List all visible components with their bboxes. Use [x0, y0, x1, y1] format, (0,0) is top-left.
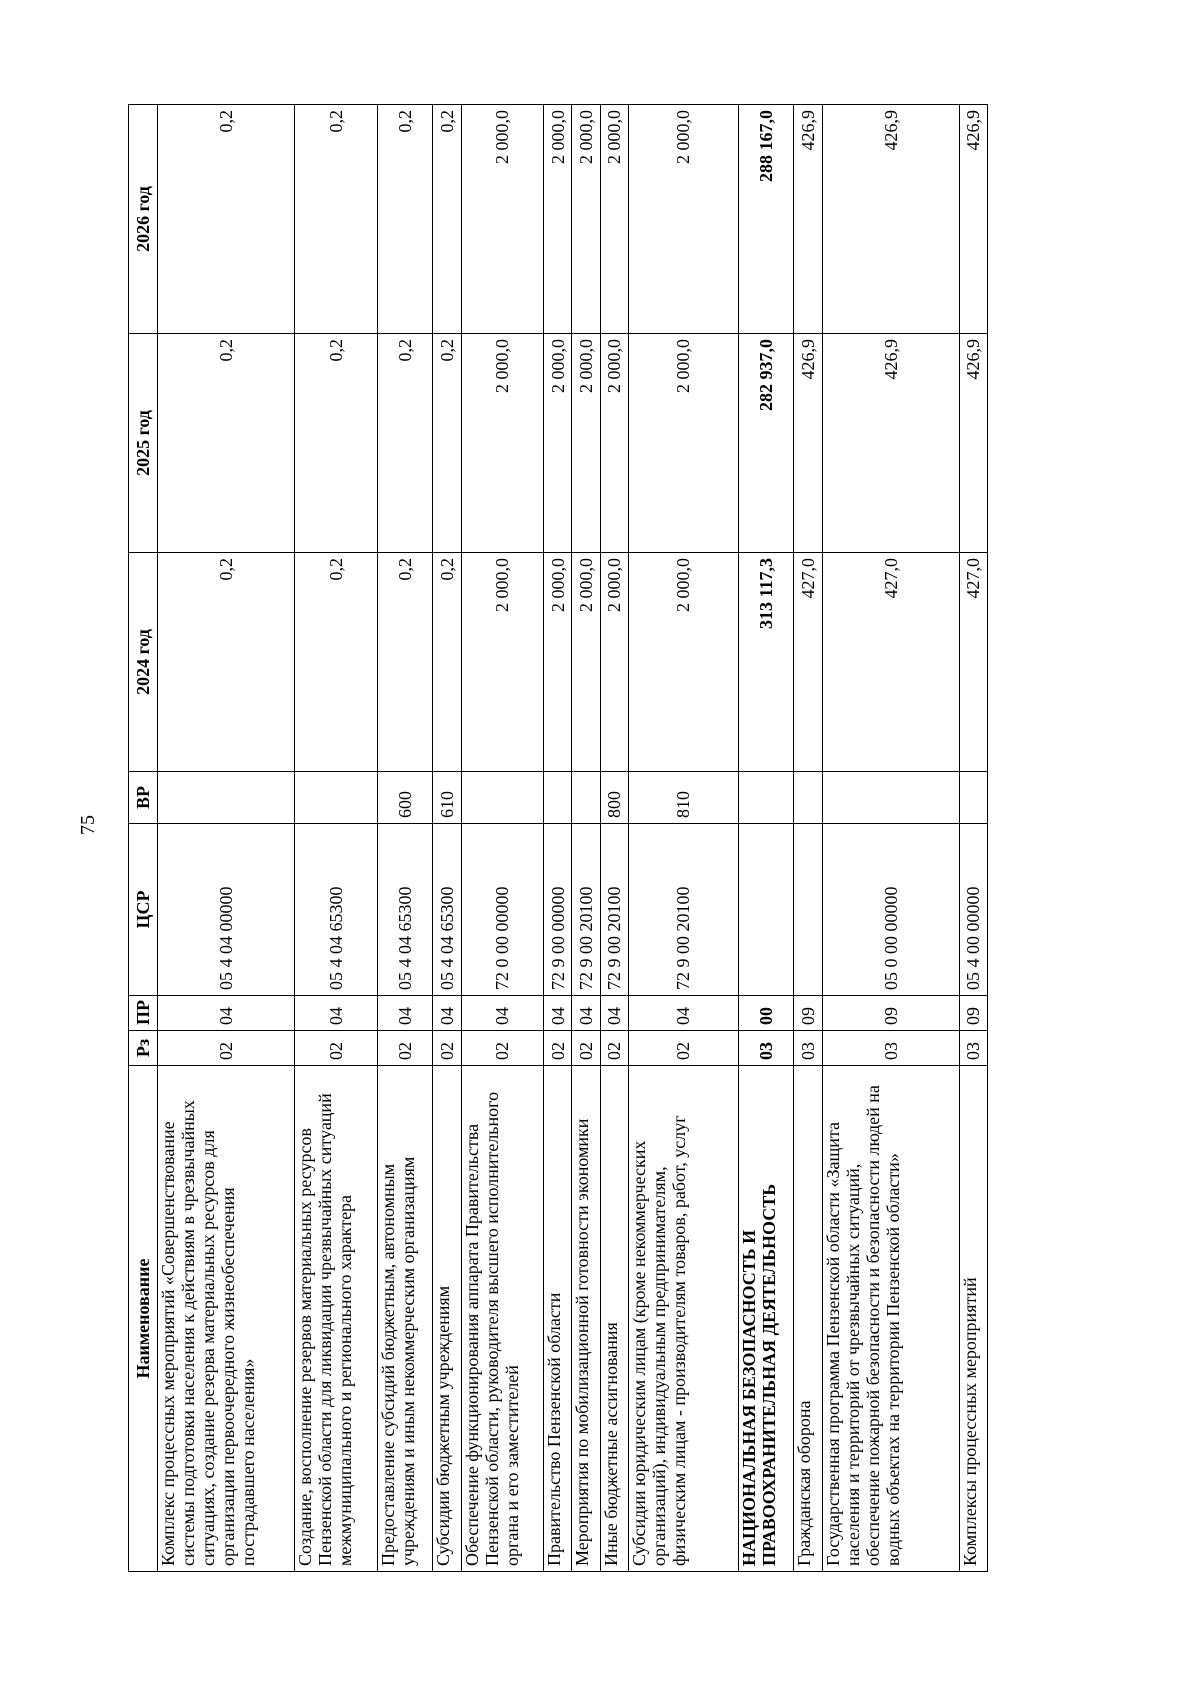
header-name: Наименование [129, 1066, 158, 1572]
cell-csr [738, 824, 793, 996]
cell-2026: 0,2 [295, 105, 378, 334]
cell-pr: 04 [433, 996, 461, 1031]
cell-pr: 04 [544, 996, 572, 1031]
cell-vr: 810 [628, 772, 738, 824]
table-row [822, 105, 959, 1572]
cell-csr: 72 9 00 20100 [600, 824, 628, 996]
cell-name: Иные бюджетные ассигнования [600, 1066, 628, 1572]
cell-2026: 288 167,0 [738, 105, 793, 334]
cell-2025: 2 000,0 [628, 334, 738, 553]
cell-2024: 0,2 [295, 553, 378, 772]
header-rz: Рз [129, 1031, 158, 1066]
cell-csr: 72 9 00 00000 [544, 824, 572, 996]
table-row [572, 105, 600, 1572]
cell-2025: 426,9 [959, 334, 987, 553]
cell-name: Субсидии юридическим лицам (кроме некоммерческих организаций), индивидуальным предпринимателям, физическим лицам - производителям товаров, работ, услуг [628, 1066, 738, 1572]
cell-vr: 610 [433, 772, 461, 824]
cell-2025: 2 000,0 [461, 334, 544, 553]
cell-2024: 0,2 [158, 553, 295, 772]
rotated-table-container [128, 105, 988, 1572]
cell-2026: 426,9 [959, 105, 987, 334]
cell-2024: 2 000,0 [628, 553, 738, 772]
cell-name: Комплексы процессных мероприятий [959, 1066, 987, 1572]
cell-rz: 02 [572, 1031, 600, 1066]
cell-2025: 282 937,0 [738, 334, 793, 553]
table-row [377, 105, 432, 1572]
header-pr: ПР [129, 996, 158, 1031]
cell-pr: 04 [628, 996, 738, 1031]
cell-2025: 0,2 [433, 334, 461, 553]
cell-csr: 05 4 00 00000 [959, 824, 987, 996]
cell-rz: 02 [433, 1031, 461, 1066]
cell-2024: 427,0 [822, 553, 959, 772]
cell-name: Гражданская оборона [794, 1066, 822, 1572]
table-row [158, 105, 295, 1572]
cell-2025: 0,2 [377, 334, 432, 553]
cell-rz: 02 [158, 1031, 295, 1066]
cell-2024: 313 117,3 [738, 553, 793, 772]
cell-2026: 2 000,0 [544, 105, 572, 334]
cell-vr: 800 [600, 772, 628, 824]
cell-2024: 427,0 [794, 553, 822, 772]
cell-csr: 05 4 04 65300 [377, 824, 432, 996]
cell-pr: 00 [738, 996, 793, 1031]
cell-pr: 04 [600, 996, 628, 1031]
cell-2025: 2 000,0 [544, 334, 572, 553]
table-row [295, 105, 378, 1572]
cell-2025: 426,9 [822, 334, 959, 553]
cell-2024: 2 000,0 [600, 553, 628, 772]
table-row-section [738, 105, 793, 1572]
header-2024: 2024 год [129, 553, 158, 772]
cell-2025: 426,9 [794, 334, 822, 553]
table-header-row [129, 105, 158, 1572]
cell-2026: 2 000,0 [461, 105, 544, 334]
cell-2026: 2 000,0 [572, 105, 600, 334]
cell-csr: 05 4 04 00000 [158, 824, 295, 996]
cell-2024: 2 000,0 [572, 553, 600, 772]
cell-rz: 02 [295, 1031, 378, 1066]
cell-2026: 426,9 [822, 105, 959, 334]
cell-2025: 0,2 [295, 334, 378, 553]
cell-csr [794, 824, 822, 996]
cell-2026: 0,2 [433, 105, 461, 334]
cell-csr: 72 0 00 00000 [461, 824, 544, 996]
cell-2025: 2 000,0 [600, 334, 628, 553]
cell-vr [461, 772, 544, 824]
cell-name: Субсидии бюджетным учреждениям [433, 1066, 461, 1572]
cell-2025: 0,2 [158, 334, 295, 553]
cell-csr: 72 9 00 20100 [572, 824, 600, 996]
cell-name: Государственная программа Пензенской области «Защита населения и территорий от чрезвычайных ситуаций, обеспечение пожарной безопасности и безопасности людей на водных объектах на территории Пензенской области» [822, 1066, 959, 1572]
table-row [794, 105, 822, 1572]
cell-rz: 03 [959, 1031, 987, 1066]
table-row [433, 105, 461, 1572]
table-row [544, 105, 572, 1572]
cell-2026: 426,9 [794, 105, 822, 334]
cell-csr: 05 0 00 00000 [822, 824, 959, 996]
cell-rz: 03 [822, 1031, 959, 1066]
table-row [600, 105, 628, 1572]
cell-pr: 04 [377, 996, 432, 1031]
cell-name: Предоставление субсидий бюджетным, автономным учреждениям и иным некоммерческим организациям [377, 1066, 432, 1572]
cell-rz: 02 [544, 1031, 572, 1066]
cell-rz: 02 [600, 1031, 628, 1066]
cell-2026: 0,2 [377, 105, 432, 334]
table-row [959, 105, 987, 1572]
cell-csr: 05 4 04 65300 [433, 824, 461, 996]
cell-pr: 04 [572, 996, 600, 1031]
cell-vr [295, 772, 378, 824]
cell-csr: 05 4 04 65300 [295, 824, 378, 996]
cell-vr [959, 772, 987, 824]
cell-vr [822, 772, 959, 824]
cell-name: НАЦИОНАЛЬНАЯ БЕЗОПАСНОСТЬ И ПРАВООХРАНИТЕЛЬНАЯ ДЕЯТЕЛЬНОСТЬ [738, 1066, 793, 1572]
cell-2026: 2 000,0 [628, 105, 738, 334]
cell-pr: 09 [822, 996, 959, 1031]
cell-2026: 0,2 [158, 105, 295, 334]
cell-pr: 09 [794, 996, 822, 1031]
cell-pr: 04 [295, 996, 378, 1031]
cell-vr [794, 772, 822, 824]
cell-vr: 600 [377, 772, 432, 824]
cell-vr [158, 772, 295, 824]
cell-vr [544, 772, 572, 824]
cell-2024: 0,2 [433, 553, 461, 772]
cell-rz: 02 [377, 1031, 432, 1066]
budget-table [128, 104, 988, 1572]
cell-2024: 427,0 [959, 553, 987, 772]
cell-2024: 0,2 [377, 553, 432, 772]
cell-name: Обеспечение функционирования аппарата Правительства Пензенской области, руководителя высшего исполнительного органа и его заместителей [461, 1066, 544, 1572]
cell-pr: 04 [461, 996, 544, 1031]
cell-vr [738, 772, 793, 824]
table-row [461, 105, 544, 1572]
cell-name: Комплекс процессных мероприятий «Совершенствование системы подготовки населения к действиям в чрезвычайных ситуациях, создание резерва материальных ресурсов для организации первоочередного жизнеобеспечения пострадавшего населения» [158, 1066, 295, 1572]
cell-vr [572, 772, 600, 824]
header-vr: ВР [129, 772, 158, 824]
cell-name: Мероприятия по мобилизационной готовности экономики [572, 1066, 600, 1572]
cell-csr: 72 9 00 20100 [628, 824, 738, 996]
cell-pr: 09 [959, 996, 987, 1031]
cell-2025: 2 000,0 [572, 334, 600, 553]
cell-name: Правительство Пензенской области [544, 1066, 572, 1572]
cell-name: Создание, восполнение резервов материальных ресурсов Пензенской области для ликвидации чрезвычайных ситуаций межмуниципального и регионального характера [295, 1066, 378, 1572]
cell-pr: 04 [158, 996, 295, 1031]
cell-rz: 03 [794, 1031, 822, 1066]
cell-2024: 2 000,0 [461, 553, 544, 772]
cell-2024: 2 000,0 [544, 553, 572, 772]
page-number: 75 [77, 815, 99, 835]
cell-2026: 2 000,0 [600, 105, 628, 334]
header-2025: 2025 год [129, 334, 158, 553]
table-row [628, 105, 738, 1572]
header-2026: 2026 год [129, 105, 158, 334]
cell-rz: 02 [628, 1031, 738, 1066]
cell-rz: 03 [738, 1031, 793, 1066]
header-csr: ЦСР [129, 824, 158, 996]
cell-rz: 02 [461, 1031, 544, 1066]
